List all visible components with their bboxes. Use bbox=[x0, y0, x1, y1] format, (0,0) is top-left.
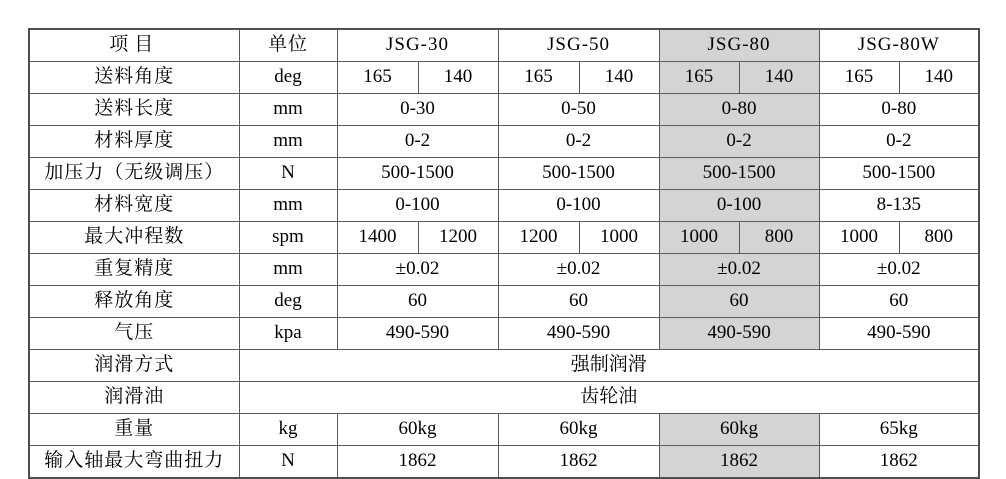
row-label: 送料长度 bbox=[29, 94, 239, 126]
cell-value: 490-590 bbox=[659, 318, 819, 350]
cell-value: 1200 bbox=[418, 222, 498, 254]
row-label: 重量 bbox=[29, 414, 239, 446]
cell-value: 500-1500 bbox=[659, 158, 819, 190]
table-row bbox=[29, 126, 979, 158]
cell-value: 0-2 bbox=[337, 126, 498, 158]
cell-value: 60 bbox=[498, 286, 659, 318]
cell-value: 500-1500 bbox=[819, 158, 979, 190]
cell-value: 强制润滑 bbox=[239, 350, 979, 382]
cell-value: 165 bbox=[819, 62, 899, 94]
row-label: 润滑油 bbox=[29, 382, 239, 414]
row-unit: mm bbox=[239, 94, 337, 126]
cell-value: ±0.02 bbox=[819, 254, 979, 286]
row-label: 最大冲程数 bbox=[29, 222, 239, 254]
header-cell-item: 项目 bbox=[29, 29, 239, 62]
table-row bbox=[29, 446, 979, 479]
row-label: 输入轴最大弯曲扭力 bbox=[29, 446, 239, 479]
cell-value: 500-1500 bbox=[498, 158, 659, 190]
cell-value: 1400 bbox=[337, 222, 418, 254]
table-row bbox=[29, 414, 979, 446]
row-unit: mm bbox=[239, 126, 337, 158]
cell-value: 165 bbox=[337, 62, 418, 94]
cell-value: 0-30 bbox=[337, 94, 498, 126]
row-label: 润滑方式 bbox=[29, 350, 239, 382]
cell-value: 0-2 bbox=[819, 126, 979, 158]
row-unit: kg bbox=[239, 414, 337, 446]
cell-value: 140 bbox=[418, 62, 498, 94]
cell-value: 0-100 bbox=[659, 190, 819, 222]
cell-value: 60 bbox=[819, 286, 979, 318]
row-unit: spm bbox=[239, 222, 337, 254]
cell-value: 0-100 bbox=[498, 190, 659, 222]
row-unit: deg bbox=[239, 62, 337, 94]
cell-value: 800 bbox=[899, 222, 979, 254]
cell-value: 齿轮油 bbox=[239, 382, 979, 414]
cell-value: 490-590 bbox=[337, 318, 498, 350]
cell-value: 1200 bbox=[498, 222, 579, 254]
cell-value: 0-80 bbox=[819, 94, 979, 126]
table-row bbox=[29, 190, 979, 222]
cell-value: 800 bbox=[739, 222, 819, 254]
row-unit: N bbox=[239, 446, 337, 479]
row-label: 气压 bbox=[29, 318, 239, 350]
cell-value: 165 bbox=[498, 62, 579, 94]
cell-value: 8-135 bbox=[819, 190, 979, 222]
table-row bbox=[29, 286, 979, 318]
cell-value: 0-100 bbox=[337, 190, 498, 222]
table-row bbox=[29, 382, 979, 414]
cell-value: 140 bbox=[739, 62, 819, 94]
cell-value: 60 bbox=[659, 286, 819, 318]
table-row bbox=[29, 318, 979, 350]
row-label: 加压力（无级调压） bbox=[29, 158, 239, 190]
table-header-row bbox=[29, 29, 979, 62]
table-row bbox=[29, 158, 979, 190]
cell-value: 1862 bbox=[819, 446, 979, 479]
cell-value: 60kg bbox=[337, 414, 498, 446]
cell-value: 165 bbox=[659, 62, 739, 94]
specification-table bbox=[28, 28, 980, 479]
row-label: 重复精度 bbox=[29, 254, 239, 286]
header-cell-jsg50: JSG-50 bbox=[498, 29, 659, 62]
cell-value: 1000 bbox=[819, 222, 899, 254]
header-cell-jsg30: JSG-30 bbox=[337, 29, 498, 62]
specification-table-container bbox=[28, 28, 978, 479]
row-unit: mm bbox=[239, 190, 337, 222]
cell-value: ±0.02 bbox=[498, 254, 659, 286]
cell-value: 0-2 bbox=[659, 126, 819, 158]
cell-value: 490-590 bbox=[819, 318, 979, 350]
row-label: 送料角度 bbox=[29, 62, 239, 94]
header-cell-jsg80w: JSG-80W bbox=[819, 29, 979, 62]
row-unit: kpa bbox=[239, 318, 337, 350]
cell-value: 140 bbox=[899, 62, 979, 94]
row-unit: N bbox=[239, 158, 337, 190]
cell-value: 1862 bbox=[498, 446, 659, 479]
row-label: 材料厚度 bbox=[29, 126, 239, 158]
cell-value: 1862 bbox=[337, 446, 498, 479]
cell-value: 1000 bbox=[659, 222, 739, 254]
cell-value: ±0.02 bbox=[337, 254, 498, 286]
cell-value: 0-50 bbox=[498, 94, 659, 126]
cell-value: 60 bbox=[337, 286, 498, 318]
cell-value: 0-2 bbox=[498, 126, 659, 158]
table-row bbox=[29, 350, 979, 382]
cell-value: 60kg bbox=[659, 414, 819, 446]
cell-value: 490-590 bbox=[498, 318, 659, 350]
cell-value: 60kg bbox=[498, 414, 659, 446]
table-row bbox=[29, 254, 979, 286]
header-cell-jsg80: JSG-80 bbox=[659, 29, 819, 62]
cell-value: 1862 bbox=[659, 446, 819, 479]
table-row bbox=[29, 62, 979, 94]
cell-value: 1000 bbox=[579, 222, 659, 254]
row-unit: deg bbox=[239, 286, 337, 318]
cell-value: 65kg bbox=[819, 414, 979, 446]
cell-value: ±0.02 bbox=[659, 254, 819, 286]
header-cell-unit: 单位 bbox=[239, 29, 337, 62]
row-label: 材料宽度 bbox=[29, 190, 239, 222]
cell-value: 500-1500 bbox=[337, 158, 498, 190]
row-label: 释放角度 bbox=[29, 286, 239, 318]
row-unit: mm bbox=[239, 254, 337, 286]
table-row bbox=[29, 94, 979, 126]
table-row bbox=[29, 222, 979, 254]
cell-value: 0-80 bbox=[659, 94, 819, 126]
cell-value: 140 bbox=[579, 62, 659, 94]
